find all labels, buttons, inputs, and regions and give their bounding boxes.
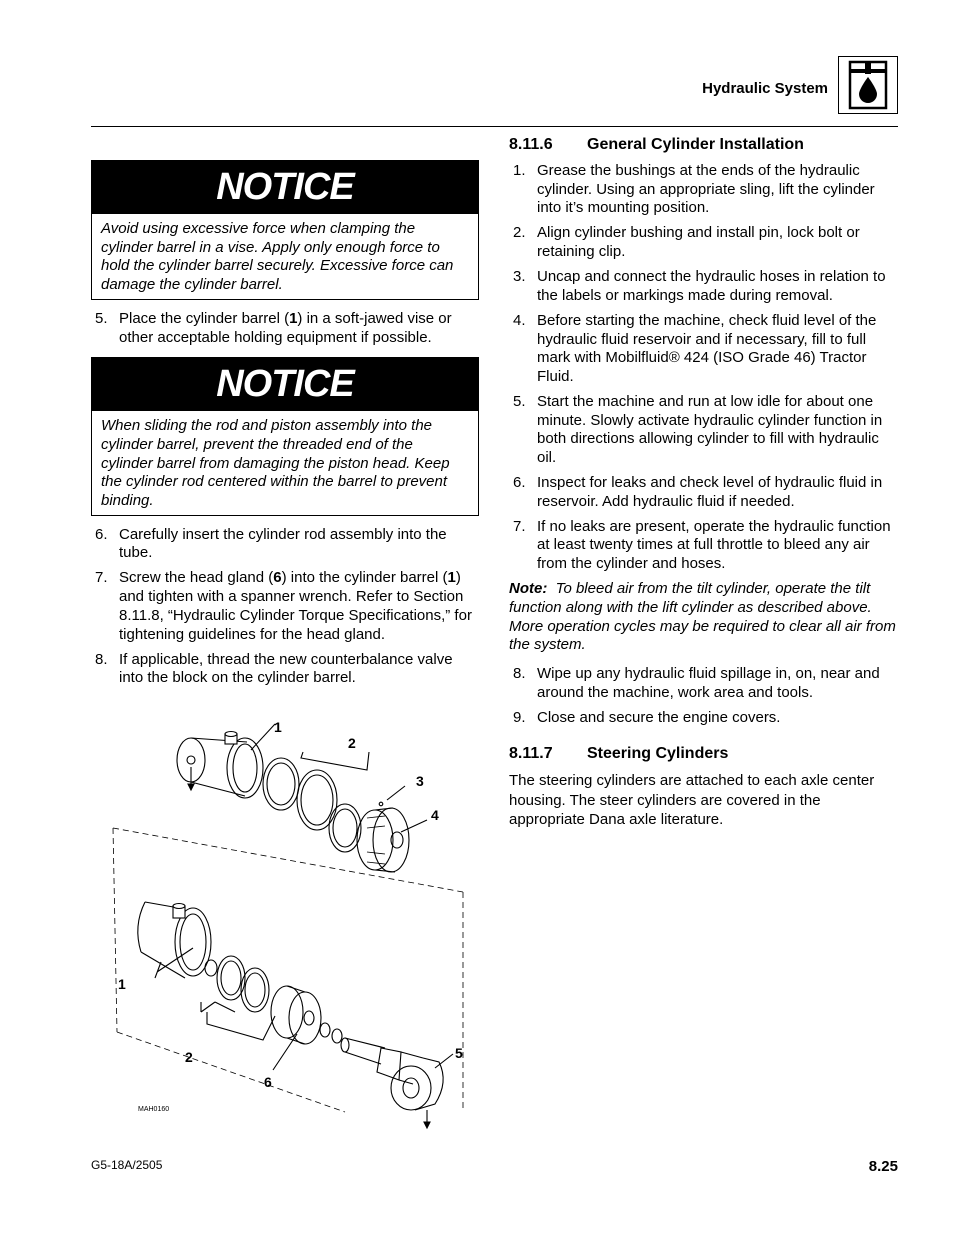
- footer-doc-code: G5-18A/2505: [91, 1158, 163, 1172]
- notice-box-vise: [91, 160, 479, 300]
- list-item: [509, 474, 899, 511]
- step-text: Grease the bushings at the ends of the hydraulic cylinder. Using an appropriate sling, lift the cylinder into it’s mounting position.: [537, 162, 875, 217]
- notice-text: When sliding the rod and piston assembly into the cylinder barrel, prevent the threaded end of the cylinder barrel from damaging the piston head. Keep the cylinder rod centered within the barrel to prevent binding.: [101, 417, 450, 510]
- page-header-title: Hydraulic System: [702, 80, 828, 97]
- figure-code: MAH0160: [138, 1106, 170, 1113]
- step-number: 6.: [513, 474, 526, 492]
- step-text: Before starting the machine, check fluid level of the hydraulic fluid reservoir and if necessary, fill to full mark with Mobilfluid® 424 (ISO Grade 46) Tractor Fluid.: [537, 311, 877, 385]
- callout-label: 6: [264, 1074, 272, 1090]
- step-text: Inspect for leaks and check level of hydraulic fluid in reservoir. Add hydraulic fluid if needed.: [537, 474, 883, 510]
- section-heading-installation: [509, 136, 899, 154]
- step-number: 6.: [95, 525, 108, 543]
- step-number: 1.: [513, 162, 526, 179]
- list-item: [91, 310, 479, 347]
- list-item: [509, 518, 899, 574]
- list-item: [509, 665, 899, 702]
- notice-box-piston: [91, 357, 479, 516]
- installation-steps-continued: [509, 665, 899, 727]
- notice-heading: NOTICE: [92, 161, 478, 214]
- list-item: [91, 651, 479, 688]
- note-label: Note:: [509, 580, 548, 598]
- step-text: If no leaks are present, operate the hydraulic function at least twenty times at full throttle to bleed any air from the cylinder and hoses.: [537, 517, 891, 573]
- list-item: [509, 224, 899, 261]
- installation-steps: [509, 162, 899, 574]
- callout-label: 1: [274, 719, 282, 735]
- step-text: Uncap and connect the hydraulic hoses in relation to the labels or markings made during removal.: [537, 268, 886, 304]
- step-text: Align cylinder bushing and install pin, lock bolt or retaining clip.: [537, 224, 860, 261]
- list-item: [509, 709, 899, 728]
- section-number: 8.11.6: [509, 136, 553, 153]
- list-item: [509, 393, 899, 468]
- list-item: [509, 268, 899, 305]
- cylinder-exploded-diagram: [105, 712, 475, 1132]
- section-number: 8.11.7: [509, 745, 553, 763]
- section-heading-steering: [509, 745, 899, 763]
- section-title: Steering Cylinders: [587, 745, 729, 763]
- step-number: 5.: [513, 392, 526, 410]
- callout-ref: 1: [447, 569, 456, 587]
- section-paragraph: The steering cylinders are attached to each axle center housing. The steer cylinders are covered in the appropriate Dana axle literature.: [509, 772, 875, 829]
- step-text: ) in a soft-jawed vise or other acceptable holding equipment if possible.: [119, 309, 452, 346]
- step-text: Carefully insert the cylinder rod assembly into the tube.: [119, 525, 447, 562]
- step-number: 8.: [513, 664, 526, 682]
- callout-label: 1: [118, 976, 126, 992]
- step-number: 7.: [513, 517, 526, 535]
- right-column: [509, 136, 899, 830]
- footer-page-number: 8.25: [868, 1158, 898, 1175]
- callout-label: 3: [416, 773, 424, 789]
- step-text: If applicable, thread the new counterbalance valve into the block on the cylinder barrel.: [119, 650, 453, 687]
- list-item: [509, 162, 899, 218]
- step-number: 5.: [95, 309, 108, 327]
- notice-text: Avoid using excessive force when clamping the cylinder barrel in a vise. Apply only enough force to hold the cylinder barrel securely. Excessive force can damage the cylinder barrel.: [101, 220, 454, 294]
- steps-list-upper: [91, 310, 479, 347]
- steps-list-lower: [91, 526, 479, 688]
- step-text: ) and tighten with a spanner wrench. Refer to Section 8.11.8, “Hydraulic Cylinder Torque Specifications,” for tightening guidelines for the head gland.: [119, 569, 472, 643]
- step-number: 3.: [513, 268, 526, 286]
- callout-label: 5: [455, 1045, 463, 1061]
- step-text: Screw the head gland (: [119, 569, 274, 587]
- step-text: Place the cylinder barrel (: [119, 309, 290, 327]
- section-title: General Cylinder Installation: [587, 136, 804, 153]
- step-number: 4.: [513, 311, 526, 329]
- list-item: [91, 526, 479, 563]
- list-item: [509, 312, 899, 387]
- list-item: [91, 569, 479, 644]
- step-text: Wipe up any hydraulic fluid spillage in, on, near and around the machine, work area and tools.: [537, 664, 880, 701]
- hydraulic-fluid-icon: [838, 56, 898, 114]
- callout-ref: 6: [273, 569, 282, 587]
- step-text: Start the machine and run at low idle for about one minute. Slowly activate hydraulic cylinder function in both directions allowing cylinder to fill with hydraulic oil.: [537, 392, 883, 467]
- step-number: 9.: [513, 708, 526, 726]
- step-text: Close and secure the engine covers.: [537, 708, 781, 726]
- callout-label: 2: [185, 1049, 193, 1065]
- callout-ref: 1: [289, 309, 298, 327]
- left-column: [91, 160, 479, 694]
- step-number: 7.: [95, 569, 108, 587]
- callout-label: 2: [348, 735, 356, 751]
- step-number: 8.: [95, 650, 108, 668]
- step-text: ) into the cylinder barrel (: [281, 569, 448, 587]
- step-number: 2.: [513, 224, 526, 242]
- notice-heading: NOTICE: [92, 358, 478, 411]
- header-divider: [91, 126, 898, 127]
- note-block: [509, 580, 899, 655]
- callout-label: 4: [431, 807, 439, 823]
- note-text: To bleed air from the tilt cylinder, operate the tilt function along with the lift cylinder as described above. More operation cycles may be required to clear all air from the system.: [509, 580, 896, 654]
